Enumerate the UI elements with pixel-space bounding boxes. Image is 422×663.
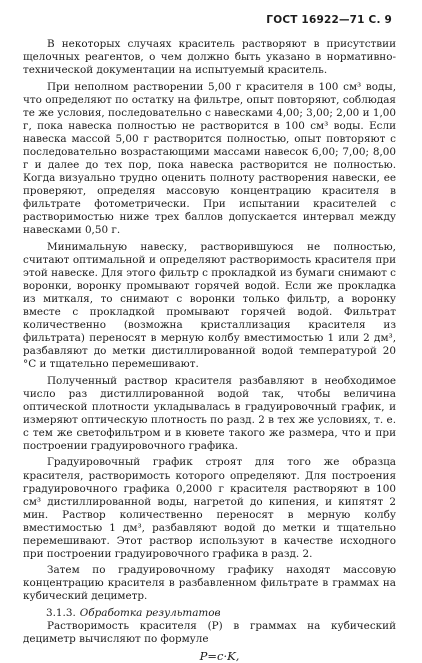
paragraph-concentration: Затем по градуировочному графику находят массовую концентрацию красителя в разбавленном фильтрате в граммах на кубический дециметр. — [23, 564, 396, 603]
paragraph-minimal-sample: Минимальную навеску, растворившуюся не полностью, считают оптимальной и определяют растворимость красителя при этой навеске. Для этого фильтр с прокладкой из бумаги снимают с воронки, воронку промывают горячей водой. Если же прокладка из миткаля, то снимают с воронки только фильтр, а воронку вместе с прокладкой промывают горячей водой. Фильтрат количественно (возможна кристаллизация красителя из фильтрата) переносят в мерную колбу вместимостью 1 или 2 дм³, разбавляют до метки дистиллированной водой температурой 20 °С и тщательно перемешивают. — [23, 240, 396, 371]
paragraph-dilution: Полученный раствор красителя разбавляют в необходимое число раз дистиллированной водой так, чтобы величина оптической плотности укладывалась в градуировочный график, и измеряют оптическую плотность по разд. 2 в тех же условиях, т. е. с тем же светофильтром и в кювете такого же размера, что и при построении градуировочного графика. — [23, 374, 396, 452]
section-title: Обработка результатов — [79, 606, 221, 619]
paragraph-alkaline-reagents: В некоторых случаях краситель растворяют в присутствии щелочных реагентов, о чем должно быть указано в нормативно-технической документации на испытуемый краситель. — [23, 38, 396, 77]
section-number: 3.1.3. — [46, 606, 76, 619]
paragraph-partial-dissolution: При неполном растворении 5,00 г красителя в 100 см³ воды, что определяют по остатку на фильтре, опыт повторяют, соблюдая те же условия, последовательно с навесками 4,00; 3,00; 2,00 и 1,00 г, пока навеска полностью не растворится в 100 см³ воды. Если навеска массой 5,00 г растворится полностью, опыт повторяют с последовательно возрастающими массами навесок 6,00; 7,00; 8,00 г и далее до тех пор, пока навеска растворится не полностью. Когда визуально трудно оценить полноту растворения навески, ее проверяют, определяя массовую концентрацию красителя в фильтрате фотометрически. При испытании красителей с растворимостью ниже трех баллов допускается интервал между навесками 0,50 г. — [23, 80, 396, 237]
page-header: ГОСТ 16922—71 С. 9 — [266, 14, 392, 26]
document-body — [23, 38, 396, 663]
section-heading — [23, 607, 396, 620]
formula: P=c·K, — [199, 648, 240, 663]
paragraph-solubility-formula-intro: Растворимость красителя (P) в граммах на кубический дециметр вычисляют по формуле — [23, 620, 396, 646]
paragraph-calibration-graph: Градуировочный график строят для того же образца красителя, растворимость которого определяют. Для построения градуировочного графика 0,2000 г красителя растворяют в 100 см³ дистиллированной воды, нагретой до кипения, и кипятят 2 мин. Раствор количественно переносят в мерную колбу вместимостью 1 дм³, разбавляют водой до метки и тщательно перемешивают. Этот раствор используют в качестве исходного при построении градуировочного графика в разд. 2. — [23, 456, 396, 560]
